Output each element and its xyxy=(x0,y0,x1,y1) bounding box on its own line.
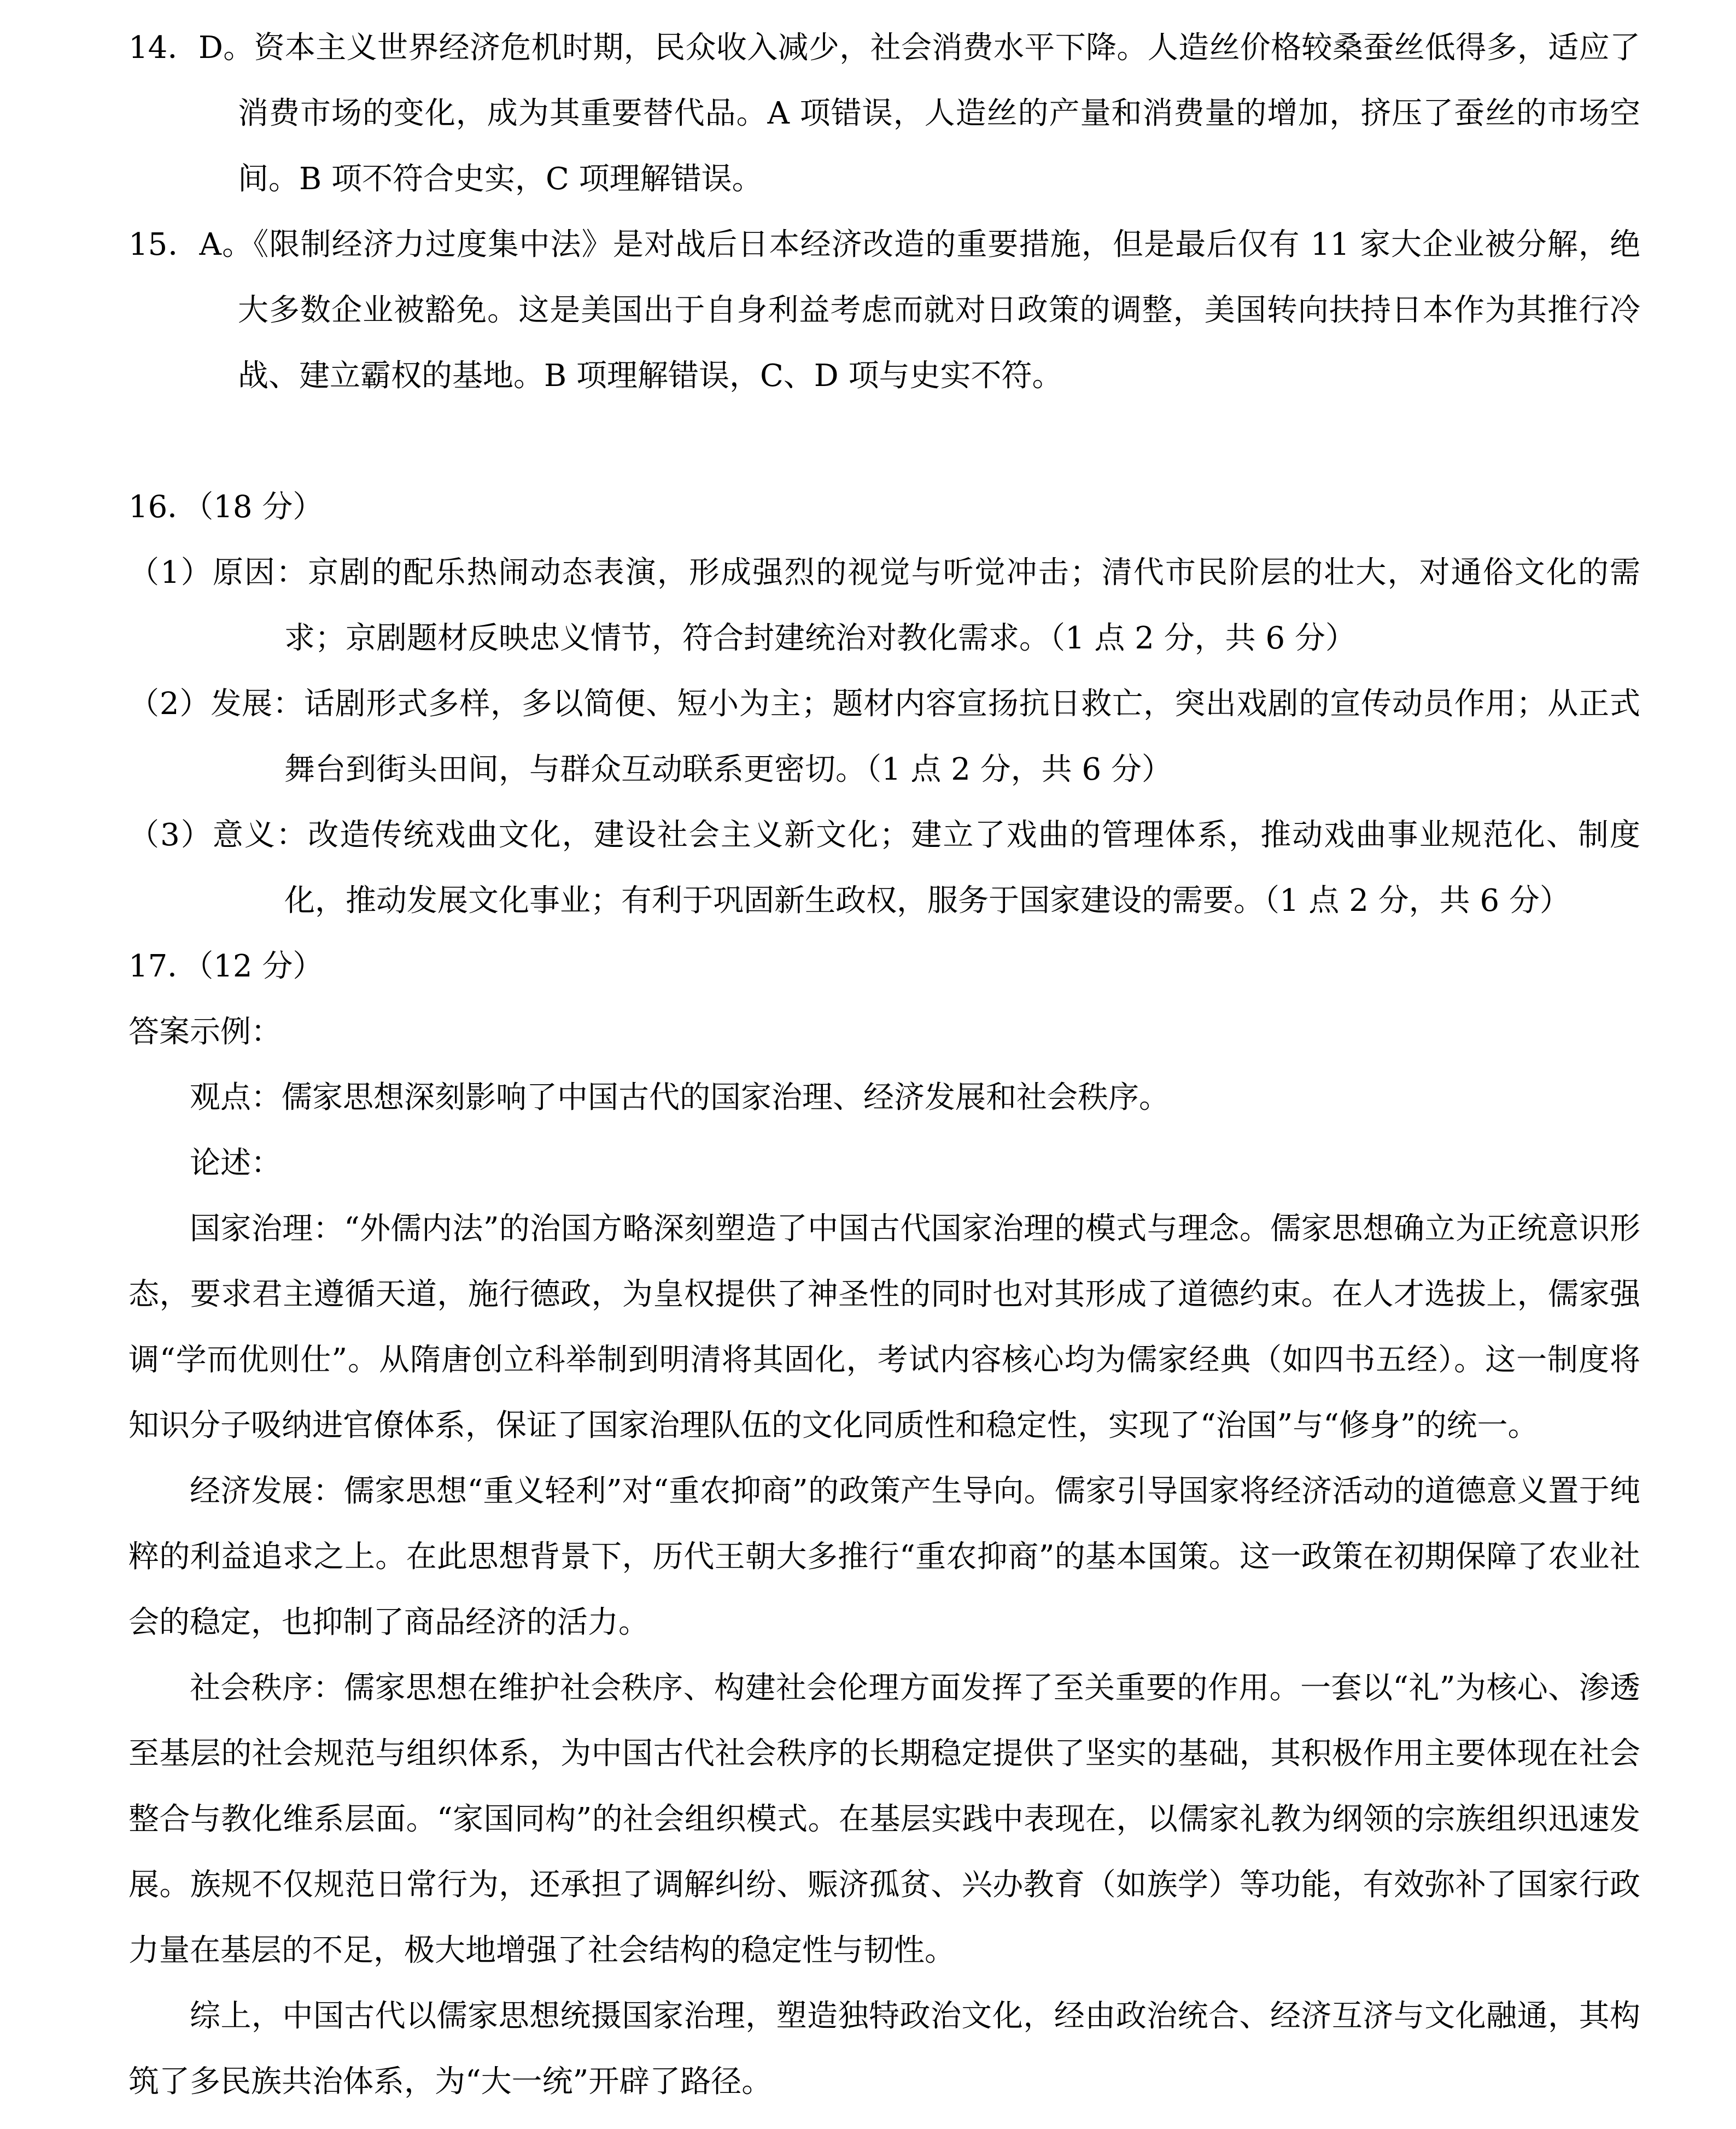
viewpoint-line: 观点：儒家思想深刻影响了中国古代的国家治理、经济发展和社会秩序。 xyxy=(190,1080,1170,1115)
question-16-header: 16．（18 分） xyxy=(128,489,324,525)
answer-example-label: 答案示例： xyxy=(128,1014,282,1050)
paragraph-social-order: 社会秩序：儒家思想在维护社会秩序、构建社会伦理方面发挥了至关重要的作用。一套以“礼”为核心、渗透至基层的社会规范与组织体系，为中国古代社会秩序的长期稳定提供了坚实的基础，其积极作用主要体现在社会整合与教化维系层面。“家国同构”的社会组织模式。在基层实践中表现在，以儒家礼教为纲领的宗族组织迅速发展。族规不仅规范日常行为，还承担了调解纠纷、赈济孤贫、兴办教育（如族学）等功能，有效弥补了国家行政力量在基层的不足，极大地增强了社会结构的稳定性与韧性。 xyxy=(128,1670,1640,1968)
answer-item-15 xyxy=(128,212,1640,409)
answer-16-part-2 xyxy=(128,671,1640,803)
part-2-label: （2）发展： xyxy=(128,686,304,722)
paragraph-economy: 经济发展：儒家思想“重义轻利”对“重农抑商”的政策产生导向。儒家引导国家将经济活动的道德意义置于纯粹的利益追求之上。在此思想背景下，历代王朝大多推行“重农抑商”的基本国策。这一政策在初期保障了农业社会的稳定，也抑制了商品经济的活力。 xyxy=(128,1473,1640,1640)
answer-explanation-15: 《限制经济力过度集中法》是对战后日本经济改造的重要措施，但是最后仅有 11 家大企业被分解，绝大多数企业被豁免。这是美国出于自身利益考虑而就对日政策的调整，美国转向扶持日本作为其推行冷战、建立霸权的基地。B 项理解错误，C、D 项与史实不符。 xyxy=(238,227,1640,394)
part-3-text: 改造传统戏曲文化，建设社会主义新文化；建立了戏曲的管理体系，推动戏曲事业规范化、制度化，推动发展文化事业；有利于巩固新生政权，服务于国家建设的需要。（1 点 2 分，共 6 分） xyxy=(284,817,1640,919)
part-3-label: （3）意义： xyxy=(128,817,308,853)
paragraph-conclusion: 综上，中国古代以儒家思想统摄国家治理，塑造独特政治文化，经由政治统合、经济互济与文化融通，其构筑了多民族共治体系，为“大一统”开辟了路径。 xyxy=(128,1998,1640,2099)
question-17-header: 17．（12 分） xyxy=(128,949,324,984)
part-2-text: 话剧形式多样，多以简便、短小为主；题材内容宣扬抗日救亡，突出戏剧的宣传动员作用；从正式舞台到街头田间，与群众互动联系更密切。（1 点 2 分，共 6 分） xyxy=(284,686,1641,787)
part-1-text: 京剧的配乐热闹动态表演，形成强烈的视觉与听觉冲击；清代市民阶层的壮大，对通俗文化的需求；京剧题材反映忠义情节，符合封建统治对教化需求。（1 点 2 分，共 6 分） xyxy=(284,555,1640,656)
answer-16-part-1 xyxy=(128,540,1640,671)
answer-explanation-14: 资本主义世界经济危机时期，民众收入减少，社会消费水平下降。人造丝价格较桑蚕丝低得多，适应了消费市场的变化，成为其重要替代品。A 项错误，人造丝的产量和消费量的增加，挤压了蚕丝的市场空间。B 项不符合史实，C 项理解错误。 xyxy=(238,30,1641,197)
answer-choice-15: A。 xyxy=(199,227,254,262)
question-number-14: 14． xyxy=(128,30,198,66)
answer-choice-14: D。 xyxy=(198,30,254,66)
part-1-label: （1）原因： xyxy=(128,555,308,590)
discussion-label: 论述： xyxy=(190,1145,282,1181)
answer-16-part-3 xyxy=(128,803,1640,934)
paragraph-governance: 国家治理：“外儒内法”的治国方略深刻塑造了中国古代国家治理的模式与理念。儒家思想确立为正统意识形态，要求君主遵循天道，施行德政，为皇权提供了神圣性的同时也对其形成了道德约束。在人才选拔上，儒家强调“学而优则仕”。从隋唐创立科举制到明清将其固化，考试内容核心均为儒家经典（如四书五经）。这一制度将知识分子吸纳进官僚体系，保证了国家治理队伍的文化同质性和稳定性，实现了“治国”与“修身”的统一。 xyxy=(128,1211,1640,1443)
question-number-15: 15． xyxy=(128,227,200,262)
answer-item-14 xyxy=(128,15,1640,212)
